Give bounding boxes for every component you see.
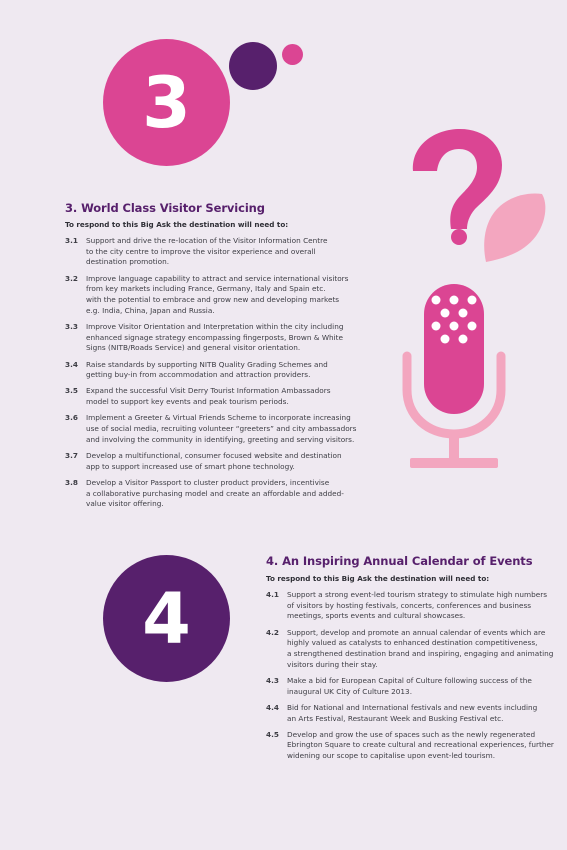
item-number: 3.3 <box>65 321 78 331</box>
list-item <box>65 478 365 510</box>
item-line: an Arts Festival, Restaurant Week and Busking Festival etc. <box>287 713 504 723</box>
item-line: and involving the community in identifying, greeting and serving visitors. <box>86 434 355 444</box>
item-line: value visitor offering. <box>86 499 164 509</box>
item-line: Expand the successful Visit Derry Tourist Information Ambassadors <box>86 386 331 396</box>
section4-list <box>266 590 566 762</box>
list-item <box>266 628 566 671</box>
item-line: Make a bid for European Capital of Culture following success of the <box>287 675 532 685</box>
item-line: Develop a multifunctional, consumer focused website and destination <box>86 450 342 460</box>
item-text <box>86 236 365 268</box>
item-number: 3.1 <box>65 236 78 245</box>
item-line: meetings, sports events and cultural showcases. <box>287 611 466 621</box>
section3-number: 3 <box>142 61 191 144</box>
list-item <box>65 386 365 407</box>
item-line: Support, develop and promote an annual calendar of events which are <box>287 627 546 637</box>
section3-intro: To respond to this Big Ask the destination will need to: <box>65 220 289 229</box>
decor-dot-pink <box>282 44 303 65</box>
item-line: Support and drive the re-location of the Visitor Information Centre <box>86 236 328 245</box>
item-line: Support a strong event-led tourism strategy to stimulate high numbers <box>287 590 548 599</box>
item-line: Raise standards by supporting NITB Quality Grading Schemes and <box>86 359 328 369</box>
item-line: e.g. India, China, Japan and Russia. <box>86 305 215 315</box>
section3-title: 3. World Class Visitor Servicing <box>65 201 265 215</box>
decor-dot-purple <box>229 42 277 90</box>
item-line: with the potential to embrace and grow new and developing markets <box>86 295 340 305</box>
list-item <box>65 360 365 381</box>
item-line: app to support increased use of smart phone technology. <box>86 461 295 471</box>
list-item <box>266 590 566 622</box>
item-line: Develop a Visitor Passport to cluster product providers, incentivise <box>86 477 330 487</box>
speech-drop-icon <box>482 192 548 264</box>
item-line: highly valued as catalysts to enhanced destination competitiveness, <box>287 638 538 648</box>
item-line: visitors during their stay. <box>287 659 378 669</box>
list-item <box>266 703 566 724</box>
item-text <box>287 703 566 724</box>
item-text <box>86 386 365 407</box>
item-number: 3.7 <box>65 450 78 460</box>
item-line: destination promotion. <box>86 257 170 267</box>
item-number: 4.4 <box>266 702 279 712</box>
item-line: widening our scope to capitalise upon event-led tourism. <box>287 751 496 761</box>
section4-intro: To respond to this Big Ask the destination will need to: <box>266 574 490 583</box>
section4-title: 4. An Inspiring Annual Calendar of Events <box>266 554 533 568</box>
item-text <box>287 628 566 671</box>
section4-number: 4 <box>142 577 191 660</box>
list-item <box>65 451 365 472</box>
list-item <box>65 236 365 268</box>
item-line: inaugural UK City of Culture 2013. <box>287 686 413 696</box>
list-item <box>65 274 365 317</box>
item-text <box>86 274 365 317</box>
item-line: of visitors by hosting festivals, concerts, conferences and business <box>287 600 532 610</box>
item-line: Improve Visitor Orientation and Interpretation within the city including <box>86 321 344 331</box>
item-line: Ebrington Square to create cultural and recreational experiences, further <box>287 740 554 750</box>
item-line: enhanced signage strategy encompassing fingerposts, Brown & White <box>86 332 344 342</box>
item-line: Implement a Greeter & Virtual Friends Scheme to incorporate increasing <box>86 413 351 423</box>
item-line: from key markets including France, Germany, Italy and Spain etc. <box>86 284 326 294</box>
item-number: 3.4 <box>65 359 78 369</box>
item-line: Improve language capability to attract and service international visitors <box>86 273 349 283</box>
item-text <box>287 676 566 697</box>
item-line: model to support key events and peak tourism periods. <box>86 397 289 407</box>
item-line: getting buy-in from accommodation and attraction providers. <box>86 370 311 380</box>
item-line: to the city centre to improve the visitor experience and overall <box>86 246 316 256</box>
item-line: use of social media, recruiting volunteer “greeters” and city ambassadors <box>86 424 357 434</box>
item-number: 3.2 <box>65 273 78 283</box>
list-item <box>65 322 365 354</box>
list-item <box>65 413 365 445</box>
item-text <box>86 478 365 510</box>
item-number: 4.5 <box>266 729 279 739</box>
section3-list <box>65 236 365 510</box>
item-number: 3.5 <box>65 386 78 396</box>
item-line: Develop and grow the use of spaces such as the newly regenerated <box>287 729 536 739</box>
item-text <box>287 730 566 762</box>
list-item <box>266 730 566 762</box>
item-number: 4.3 <box>266 675 279 685</box>
item-number: 4.1 <box>266 590 279 599</box>
item-text <box>287 590 566 622</box>
item-number: 4.2 <box>266 627 279 637</box>
item-line: Signs (NITB/Roads Service) and general visitor orientation. <box>86 343 301 353</box>
item-text <box>86 413 365 445</box>
item-number: 3.8 <box>65 477 78 487</box>
microphone-icon <box>398 280 510 475</box>
item-text <box>86 451 365 472</box>
item-line: Bid for National and International festivals and new events including <box>287 702 538 712</box>
item-text <box>86 322 365 354</box>
item-number: 3.6 <box>65 413 78 423</box>
item-text <box>86 360 365 381</box>
list-item <box>266 676 566 697</box>
item-line: a strengthened destination brand and inspiring, engaging and animating <box>287 649 554 659</box>
item-line: a collaborative purchasing model and create an affordable and added- <box>86 488 344 498</box>
